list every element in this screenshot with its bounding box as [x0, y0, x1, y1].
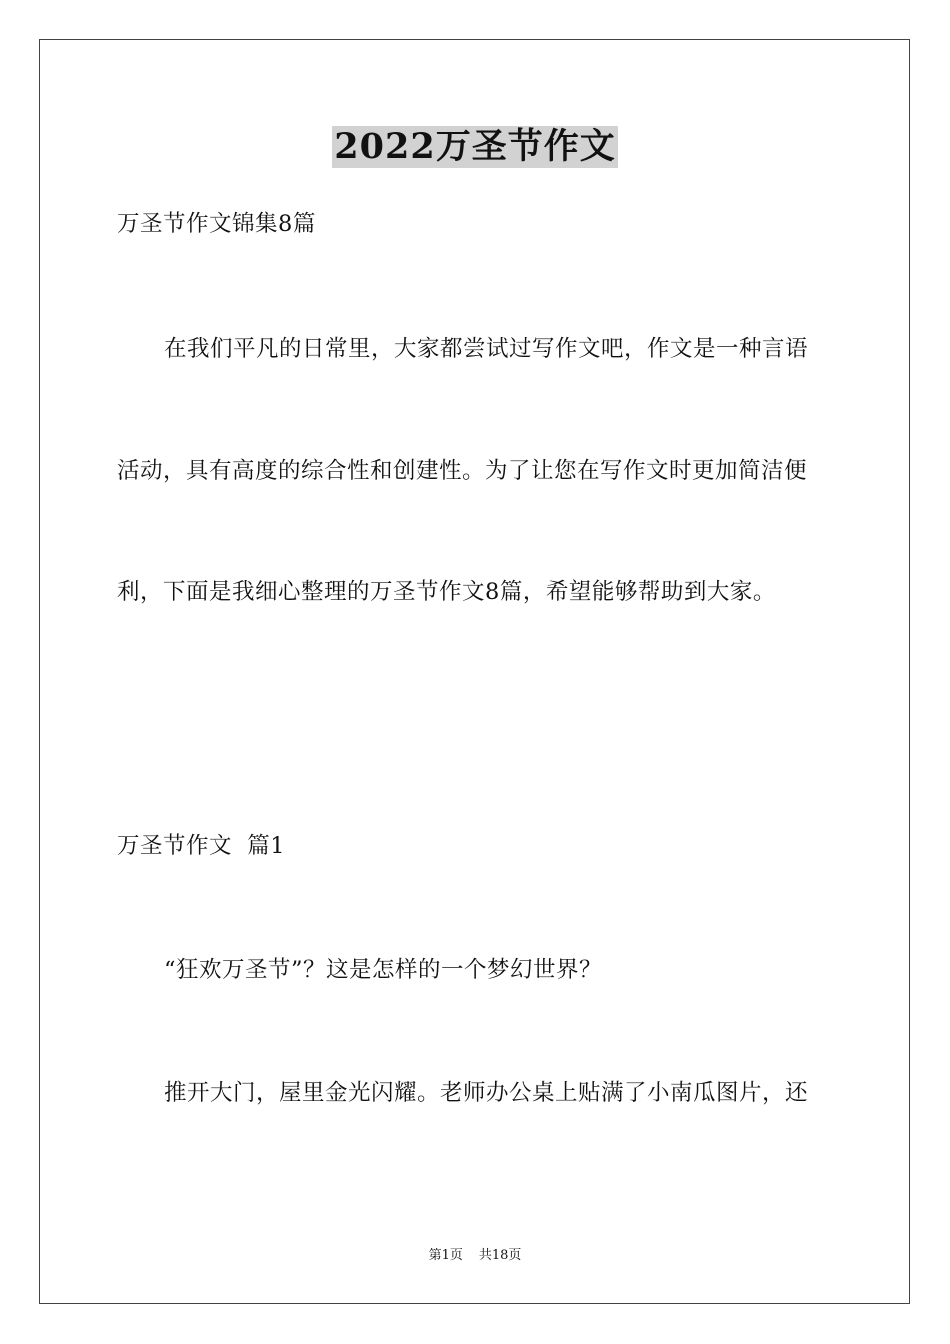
page-number: 第1页 — [428, 1248, 463, 1263]
body-line-2: 推开大门，屋里金光闪耀。老师办公桌上贴满了小南瓜图片，还 — [164, 1080, 809, 1106]
document-subtitle: 万圣节作文锦集8篇 — [117, 211, 316, 237]
title-block — [0, 126, 950, 168]
intro-line-2: 活动，具有高度的综合性和创建性。为了让您在写作文时更加简洁便 — [117, 458, 808, 484]
document-title: 2022万圣节作文 — [334, 126, 616, 167]
body-line-1: “狂欢万圣节”？这是怎样的一个梦幻世界？ — [164, 957, 603, 983]
page-footer — [0, 1247, 950, 1265]
intro-line-1: 在我们平凡的日常里，大家都尝试过写作文吧，作文是一种言语 — [164, 336, 809, 362]
page-total: 共18页 — [478, 1248, 522, 1263]
intro-line-3: 利，下面是我细心整理的万圣节作文8篇，希望能够帮助到大家。 — [117, 579, 776, 605]
section-heading: 万圣节作文 篇1 — [117, 833, 286, 859]
